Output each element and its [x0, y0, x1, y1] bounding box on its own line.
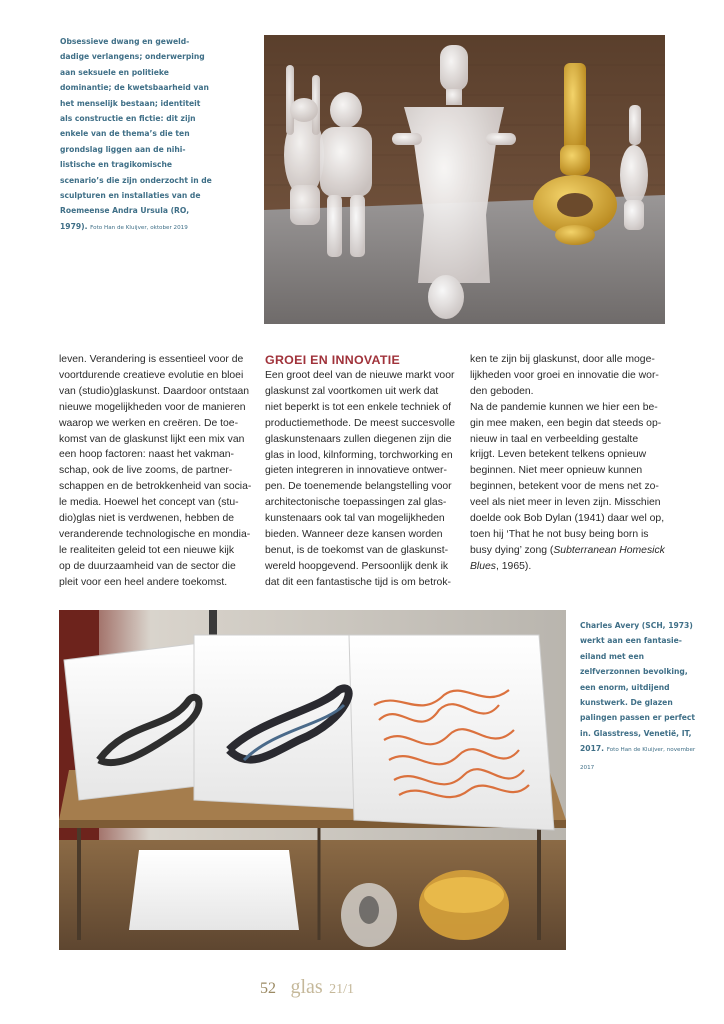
- page-footer: [260, 976, 354, 999]
- body-line: le realiteiten geleid tot een nieuwe kijk: [59, 544, 235, 556]
- song-title: Subterranean Homesick: [553, 544, 665, 556]
- body-line: Na de pandemie kunnen we hier een be-: [470, 401, 658, 413]
- body-line: beginnen. Niet meer opnieuw kunnen: [470, 465, 643, 477]
- sculpture-photo: [264, 35, 665, 324]
- body-line: toen hij ‘That he not busy being born is: [470, 528, 649, 540]
- body-line: gieten integreren in innovatieve ontwer-: [265, 465, 447, 477]
- text-column-3: [470, 352, 670, 575]
- body-line: glaskunstenaars zullen diegenen zijn die: [265, 433, 452, 445]
- body-line: dat dit een fantastische tijd is om betrok-: [265, 576, 451, 588]
- glass-eels-photo: [59, 610, 566, 950]
- body-line: productiemethode. De meest succesvolle: [265, 417, 456, 429]
- body-line: bieden. Wanneer deze kansen worden: [265, 529, 443, 541]
- body-line: pen. De toenemende belangstelling voor: [265, 481, 452, 493]
- body-line: krijgt. Leven betekent telkens opnieuw: [470, 449, 647, 461]
- body-line: glaskunst zal voortkomen uit werk dat: [265, 385, 439, 397]
- text-column-2: [265, 352, 462, 591]
- text-column-1: [59, 352, 259, 591]
- body-line: schap, ook de live zooms, de partner-: [59, 465, 233, 477]
- body-line: een hoop factoren: naast het vakman-: [59, 449, 235, 461]
- body-line: pleit voor een heel andere toekomst.: [59, 576, 228, 588]
- body-line: glas in lood, kilnforming, torchworking en: [265, 449, 453, 461]
- body-line: veel als niet meer in leven zijn. Misschien: [470, 497, 661, 509]
- magazine-name: glas: [290, 976, 323, 998]
- body-line: komst van de glaskunst lijkt een mix van: [59, 433, 245, 445]
- body-line: doelde ook Bob Dylan (1941) daar wel op,: [470, 513, 665, 525]
- body-line: benut, is de toekomst van de glaskunst-: [265, 544, 449, 556]
- body-line: wereld hoopgevend. Persoonlijk denk ik: [265, 560, 449, 572]
- body-line: voortdurende creatieve evolutie en bloei: [59, 369, 244, 381]
- body-line: le media. Hoewel het concept van (stu-: [59, 497, 239, 509]
- caption-bottom: [580, 618, 700, 776]
- body-line: lijkheden voor groei en innovatie die wor-: [470, 369, 659, 381]
- caption-top-text: Obsessieve dwang en gewelddadige verlangens; onderwerping aan seksuele en politieke dominantie; de kwetsbaarheid van het menselijk bestaan; identiteit als constructie en fictie: dit zijn enkele van de thema’s die ten grondslag liggen aan de nihilistische en tragikomische scenario’s die zijn onderzocht in de sculpturen en installaties van de Roemeense Andra Ursula (RO, 1979).: [60, 37, 212, 231]
- body-line: nieuw in taal en verbeelding gestalte: [470, 433, 639, 445]
- page-number: 52: [260, 980, 276, 997]
- body-line: kunstenaars ook tal van mogelijkheden: [265, 513, 445, 525]
- caption-bottom-text: Charles Avery (SCH, 1973) werkt aan een fantasie-eiland met een zelfverzonnen bevolking, een enorm, uitdijend kunstwerk. De glazen palingen passen er perfect in. Glasstress, Venetië, IT, 2017.: [580, 621, 696, 754]
- body-line: architectonische toepassingen zal glas-: [265, 497, 447, 509]
- body-line: veranderende technologische en mondia-: [59, 528, 251, 540]
- body-line: gin mee maken, een begin dat steeds op-: [470, 417, 662, 429]
- issue-number: 21/1: [329, 982, 355, 997]
- body-line: waarop we werken en creëren. De toe-: [59, 417, 239, 429]
- body-line-text: , 1965).: [496, 560, 532, 572]
- body-line: Een groot deel van de nieuwe markt voor: [265, 370, 455, 381]
- body-line: leven. Verandering is essentieel voor de: [59, 354, 244, 365]
- body-line: den geboden.: [470, 385, 534, 397]
- body-line: op de duurzaamheid van de sector die: [59, 560, 236, 572]
- body-line: dio)glas niet is verdwenen, hebben de: [59, 513, 235, 525]
- song-title: Blues: [470, 560, 496, 572]
- caption-bottom-credit: Foto Han de Kluijver, november 2017: [580, 747, 696, 771]
- section-heading: GROEI EN INNOVATIE: [265, 353, 401, 367]
- caption-top: [60, 34, 212, 236]
- body-line: niet beperkt is tot een enkele techniek of: [265, 401, 451, 413]
- body-line: van (studio)glaskunst. Daardoor ontstaan: [59, 385, 250, 397]
- body-line: schappen en de betrokkenheid van socia-: [59, 481, 252, 493]
- body-line: nieuwe mogelijkheden voor de manieren: [59, 401, 246, 413]
- body-line: ken te zijn bij glaskunst, door alle moge-: [470, 354, 655, 365]
- body-line-text: busy dying’ zong (: [470, 544, 554, 556]
- body-line: [470, 543, 670, 559]
- caption-top-credit: Foto Han de Kluijver, oktober 2019: [90, 224, 188, 231]
- body-line: [470, 559, 670, 575]
- body-line: beginnen, betekent voor de mens net zo-: [470, 481, 659, 493]
